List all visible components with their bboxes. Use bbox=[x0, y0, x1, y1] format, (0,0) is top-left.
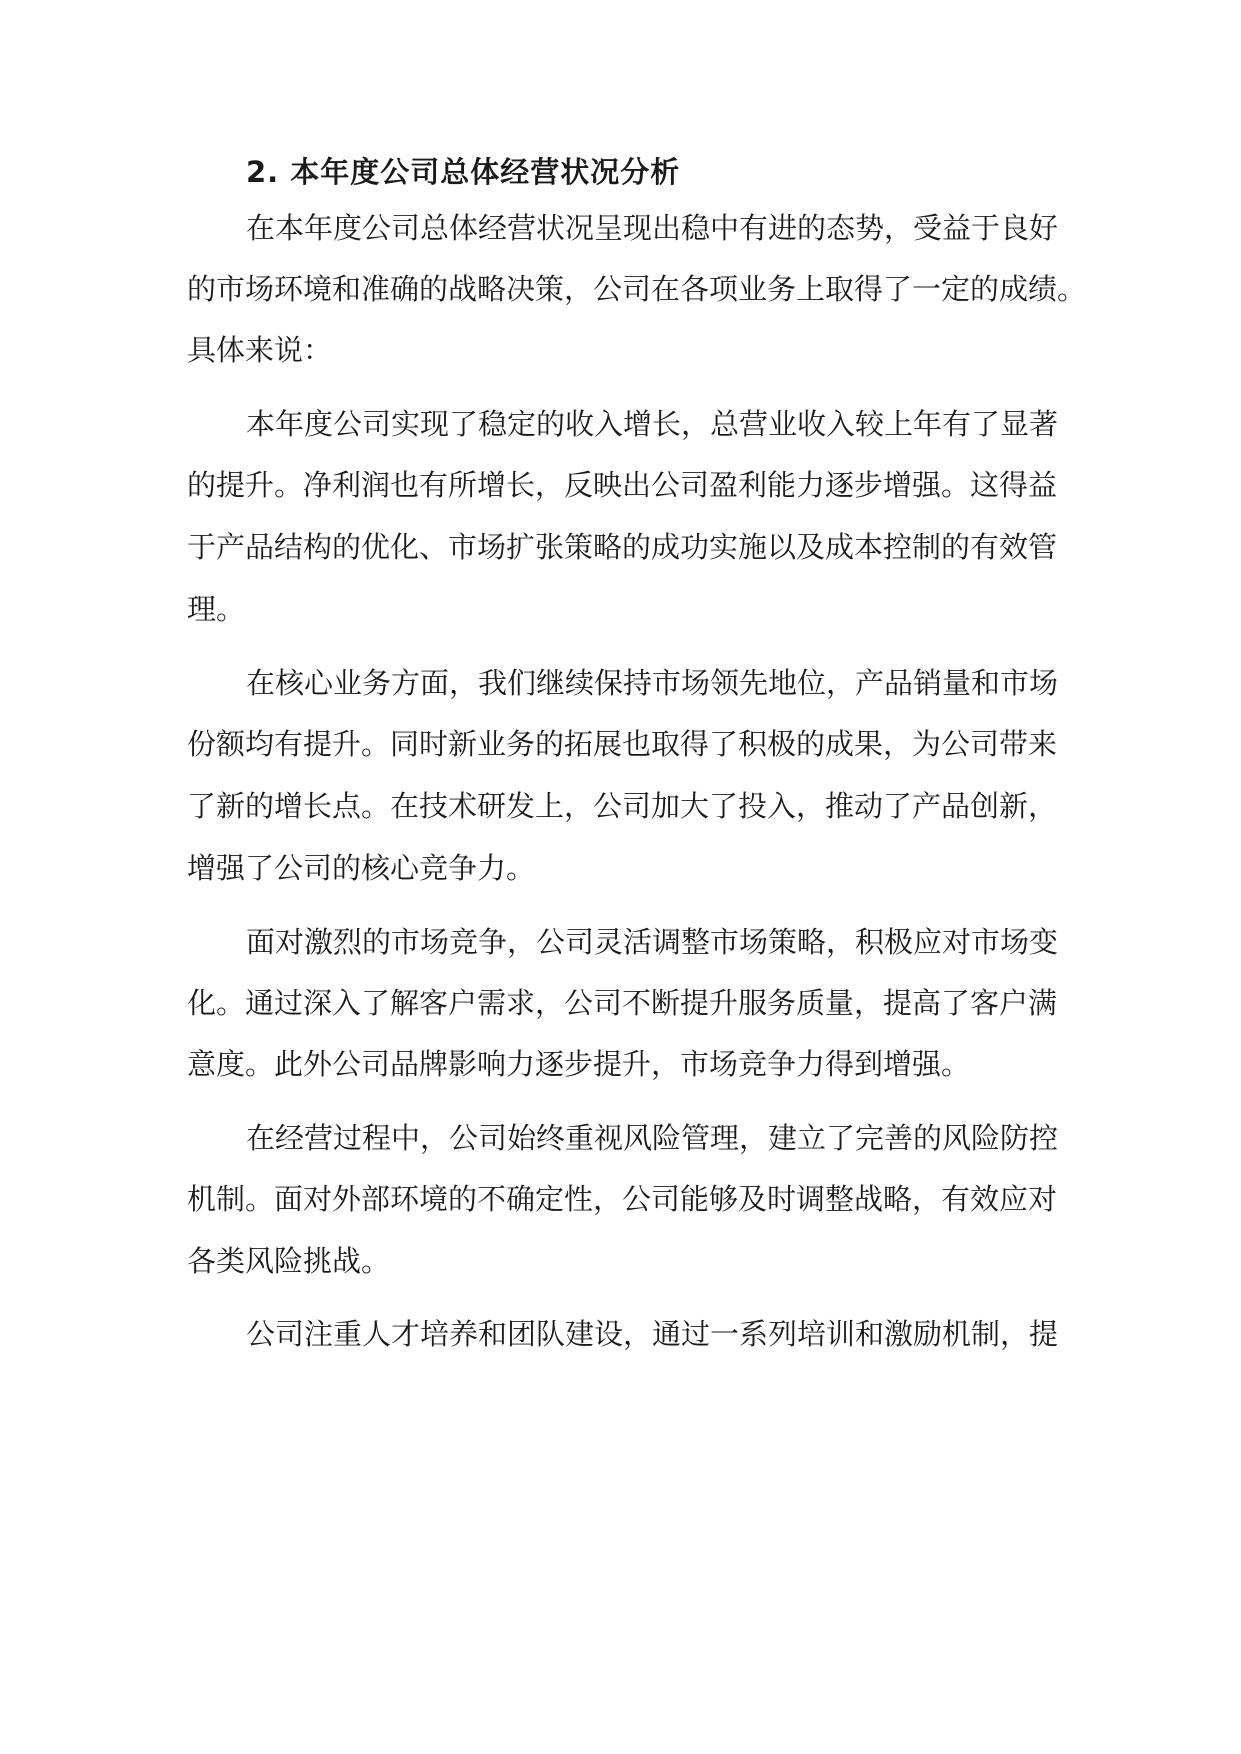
paragraph-3-line-4: 增强了公司的核心竞争力。 bbox=[187, 851, 536, 885]
paragraph-5-line-2: 机制。面对外部环境的不确定性，公司能够及时调整战略，有效应对 bbox=[187, 1182, 1058, 1216]
section-heading: 2. 本年度公司总体经营状况分析 bbox=[246, 155, 681, 189]
paragraph-1-line-3: 具体来说： bbox=[187, 333, 333, 367]
paragraph-3-line-1: 在核心业务方面，我们继续保持市场领先地位，产品销量和市场 bbox=[246, 666, 1059, 700]
paragraph-4-line-1: 面对激烈的市场竞争，公司灵活调整市场策略，积极应对市场变 bbox=[246, 925, 1059, 959]
paragraph-5-line-1: 在经营过程中，公司始终重视风险管理，建立了完善的风险防控 bbox=[246, 1121, 1059, 1155]
paragraph-2-line-3: 于产品结构的优化、市场扩张策略的成功实施以及成本控制的有效管 bbox=[187, 530, 1058, 564]
paragraph-5-line-3: 各类风险挑战。 bbox=[187, 1244, 391, 1278]
paragraph-2-line-4: 理。 bbox=[187, 592, 246, 626]
paragraph-1-line-2: 的市场环境和准确的战略决策，公司在各项业务上取得了一定的成绩。 bbox=[187, 272, 1087, 306]
paragraph-2-line-2: 的提升。净利润也有所增长，反映出公司盈利能力逐步增强。这得益 bbox=[187, 468, 1058, 502]
paragraph-3-line-3: 了新的增长点。在技术研发上，公司加大了投入，推动了产品创新， bbox=[187, 789, 1058, 823]
paragraph-2-line-1: 本年度公司实现了稳定的收入增长，总营业收入较上年有了显著 bbox=[246, 407, 1059, 441]
paragraph-4-line-2: 化。通过深入了解客户需求，公司不断提升服务质量，提高了客户满 bbox=[187, 986, 1058, 1020]
paragraph-6-line-1: 公司注重人才培养和团队建设，通过一系列培训和激励机制，提 bbox=[246, 1317, 1059, 1351]
paragraph-1-line-1: 在本年度公司总体经营状况呈现出稳中有进的态势，受益于良好 bbox=[246, 211, 1059, 245]
paragraph-4-line-3: 意度。此外公司品牌影响力逐步提升，市场竞争力得到增强。 bbox=[187, 1047, 971, 1081]
paragraph-3-line-2: 份额均有提升。同时新业务的拓展也取得了积极的成果，为公司带来 bbox=[187, 727, 1058, 761]
